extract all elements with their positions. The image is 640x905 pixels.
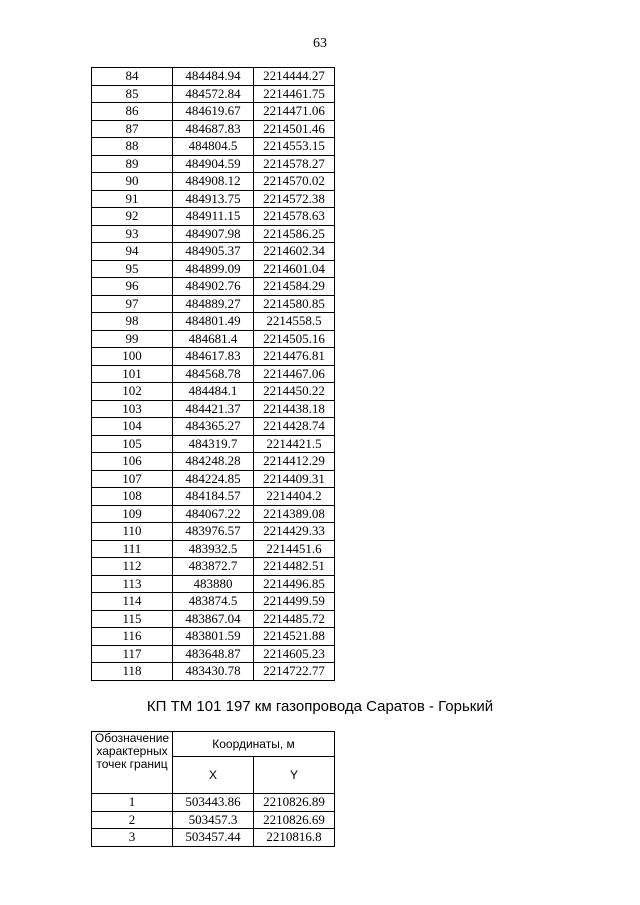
point-number-cell: 86 xyxy=(92,103,173,121)
y-coordinate-cell: 2214605.23 xyxy=(254,645,335,663)
section-title: КП ТМ 101 197 км газопровода Саратов - Горький xyxy=(146,698,494,715)
point-number-cell: 96 xyxy=(92,278,173,296)
point-number-cell: 91 xyxy=(92,190,173,208)
y-coordinate-cell: 2214586.25 xyxy=(254,225,335,243)
x-coordinate-cell: 484248.28 xyxy=(173,453,254,471)
table-row xyxy=(92,829,335,847)
coordinates-header: Координаты, м xyxy=(173,732,335,757)
x-coordinate-cell: 483430.78 xyxy=(173,663,254,681)
table-row xyxy=(92,295,335,313)
y-coordinate-cell: 2214404.2 xyxy=(254,488,335,506)
x-coordinate-cell: 484224.85 xyxy=(173,470,254,488)
x-coordinate-cell: 484617.83 xyxy=(173,348,254,366)
table-row xyxy=(92,453,335,471)
x-coordinate-cell: 484905.37 xyxy=(173,243,254,261)
x-header: X xyxy=(173,757,254,794)
y-coordinate-cell: 2214485.72 xyxy=(254,610,335,628)
point-number-cell: 94 xyxy=(92,243,173,261)
y-coordinate-cell: 2214602.34 xyxy=(254,243,335,261)
y-coordinate-cell: 2214521.88 xyxy=(254,628,335,646)
page-number: 63 xyxy=(313,36,327,51)
y-coordinate-cell: 2214570.02 xyxy=(254,173,335,191)
coordinates-table-body xyxy=(92,68,335,681)
table-row xyxy=(92,663,335,681)
table-row xyxy=(92,794,335,812)
x-coordinate-cell: 483976.57 xyxy=(173,523,254,541)
point-number-cell: 110 xyxy=(92,523,173,541)
point-number-cell: 95 xyxy=(92,260,173,278)
point-number-cell: 117 xyxy=(92,645,173,663)
table-row xyxy=(92,313,335,331)
table-row xyxy=(92,138,335,156)
table-row xyxy=(92,225,335,243)
table-row xyxy=(92,190,335,208)
x-coordinate-cell: 484572.84 xyxy=(173,85,254,103)
y-coordinate-cell: 2214429.33 xyxy=(254,523,335,541)
x-coordinate-cell: 484484.1 xyxy=(173,383,254,401)
coordinates-table-2 xyxy=(91,731,335,847)
y-coordinate-cell: 2214584.29 xyxy=(254,278,335,296)
point-number-cell: 107 xyxy=(92,470,173,488)
y-coordinate-cell: 2214476.81 xyxy=(254,348,335,366)
point-number-cell: 3 xyxy=(92,829,173,847)
x-coordinate-cell: 484568.78 xyxy=(173,365,254,383)
point-number-cell: 102 xyxy=(92,383,173,401)
table-row xyxy=(92,120,335,138)
x-coordinate-cell: 484681.4 xyxy=(173,330,254,348)
y-coordinate-cell: 2214467.06 xyxy=(254,365,335,383)
point-number-cell: 116 xyxy=(92,628,173,646)
y-coordinate-cell: 2214421.5 xyxy=(254,435,335,453)
x-coordinate-cell: 483880 xyxy=(173,575,254,593)
x-coordinate-cell: 483801.59 xyxy=(173,628,254,646)
table-row xyxy=(92,243,335,261)
x-coordinate-cell: 483648.87 xyxy=(173,645,254,663)
y-coordinate-cell: 2214580.85 xyxy=(254,295,335,313)
point-number-cell: 113 xyxy=(92,575,173,593)
point-number-cell: 1 xyxy=(92,794,173,812)
table-row xyxy=(92,208,335,226)
table-row xyxy=(92,811,335,829)
x-coordinate-cell: 484913.75 xyxy=(173,190,254,208)
point-number-cell: 99 xyxy=(92,330,173,348)
y-coordinate-cell: 2214409.31 xyxy=(254,470,335,488)
y-coordinate-cell: 2214499.59 xyxy=(254,593,335,611)
point-number-cell: 85 xyxy=(92,85,173,103)
y-coordinate-cell: 2214558.5 xyxy=(254,313,335,331)
x-coordinate-cell: 484687.83 xyxy=(173,120,254,138)
point-number-cell: 101 xyxy=(92,365,173,383)
table-row xyxy=(92,470,335,488)
y-coordinate-cell: 2214501.46 xyxy=(254,120,335,138)
y-coordinate-cell: 2214553.15 xyxy=(254,138,335,156)
y-coordinate-cell: 2214482.51 xyxy=(254,558,335,576)
y-coordinate-cell: 2214412.29 xyxy=(254,453,335,471)
y-coordinate-cell: 2214451.6 xyxy=(254,540,335,558)
table-row xyxy=(92,610,335,628)
table-row xyxy=(92,628,335,646)
point-number-cell: 109 xyxy=(92,505,173,523)
table-row xyxy=(92,575,335,593)
table-row xyxy=(92,540,335,558)
coordinates-table-2-body xyxy=(92,794,335,847)
table-row xyxy=(92,348,335,366)
point-number-cell: 118 xyxy=(92,663,173,681)
y-coordinate-cell: 2214471.06 xyxy=(254,103,335,121)
table-row xyxy=(92,365,335,383)
x-coordinate-cell: 484319.7 xyxy=(173,435,254,453)
x-coordinate-cell: 483932.5 xyxy=(173,540,254,558)
point-number-cell: 104 xyxy=(92,418,173,436)
x-coordinate-cell: 484889.27 xyxy=(173,295,254,313)
x-coordinate-cell: 503457.44 xyxy=(173,829,254,847)
point-number-cell: 114 xyxy=(92,593,173,611)
point-number-cell: 87 xyxy=(92,120,173,138)
point-number-cell: 97 xyxy=(92,295,173,313)
point-number-cell: 105 xyxy=(92,435,173,453)
point-number-cell: 2 xyxy=(92,811,173,829)
x-coordinate-cell: 484365.27 xyxy=(173,418,254,436)
y-coordinate-cell: 2214578.27 xyxy=(254,155,335,173)
point-number-cell: 115 xyxy=(92,610,173,628)
x-coordinate-cell: 484184.57 xyxy=(173,488,254,506)
point-number-cell: 103 xyxy=(92,400,173,418)
table-row xyxy=(92,418,335,436)
x-coordinate-cell: 503443.86 xyxy=(173,794,254,812)
table-row xyxy=(92,85,335,103)
y-coordinate-cell: 2214444.27 xyxy=(254,68,335,86)
table-row xyxy=(92,383,335,401)
point-label-header: Обозначение характерных точек границ xyxy=(92,732,173,794)
point-number-cell: 108 xyxy=(92,488,173,506)
y-coordinate-cell: 2210816.8 xyxy=(254,829,335,847)
table-row xyxy=(92,260,335,278)
x-coordinate-cell: 503457.3 xyxy=(173,811,254,829)
x-coordinate-cell: 483867.04 xyxy=(173,610,254,628)
point-number-cell: 111 xyxy=(92,540,173,558)
table-row xyxy=(92,505,335,523)
y-coordinate-cell: 2214450.22 xyxy=(254,383,335,401)
x-coordinate-cell: 484899.09 xyxy=(173,260,254,278)
y-header: Y xyxy=(254,757,335,794)
table-row xyxy=(92,68,335,86)
table-row xyxy=(92,173,335,191)
y-coordinate-cell: 2214601.04 xyxy=(254,260,335,278)
table-row xyxy=(92,593,335,611)
point-number-cell: 100 xyxy=(92,348,173,366)
table-row xyxy=(92,523,335,541)
table-row xyxy=(92,558,335,576)
point-number-cell: 84 xyxy=(92,68,173,86)
x-coordinate-cell: 484911.15 xyxy=(173,208,254,226)
y-coordinate-cell: 2214496.85 xyxy=(254,575,335,593)
y-coordinate-cell: 2214505.16 xyxy=(254,330,335,348)
point-number-cell: 112 xyxy=(92,558,173,576)
point-number-cell: 89 xyxy=(92,155,173,173)
x-coordinate-cell: 484804.5 xyxy=(173,138,254,156)
y-coordinate-cell: 2214572.38 xyxy=(254,190,335,208)
y-coordinate-cell: 2210826.89 xyxy=(254,794,335,812)
point-number-cell: 93 xyxy=(92,225,173,243)
table-row xyxy=(92,488,335,506)
table-row xyxy=(92,330,335,348)
point-number-cell: 88 xyxy=(92,138,173,156)
y-coordinate-cell: 2214578.63 xyxy=(254,208,335,226)
x-coordinate-cell: 484907.98 xyxy=(173,225,254,243)
x-coordinate-cell: 483872.7 xyxy=(173,558,254,576)
x-coordinate-cell: 484908.12 xyxy=(173,173,254,191)
x-coordinate-cell: 484801.49 xyxy=(173,313,254,331)
x-coordinate-cell: 484484.94 xyxy=(173,68,254,86)
point-number-cell: 90 xyxy=(92,173,173,191)
table-row xyxy=(92,278,335,296)
point-number-cell: 92 xyxy=(92,208,173,226)
y-coordinate-cell: 2214428.74 xyxy=(254,418,335,436)
y-coordinate-cell: 2214722.77 xyxy=(254,663,335,681)
x-coordinate-cell: 484067.22 xyxy=(173,505,254,523)
x-coordinate-cell: 484421.37 xyxy=(173,400,254,418)
table-row xyxy=(92,155,335,173)
y-coordinate-cell: 2214438.18 xyxy=(254,400,335,418)
x-coordinate-cell: 483874.5 xyxy=(173,593,254,611)
table-row xyxy=(92,103,335,121)
coordinates-table xyxy=(91,67,335,681)
table-row xyxy=(92,400,335,418)
x-coordinate-cell: 484904.59 xyxy=(173,155,254,173)
table-row xyxy=(92,645,335,663)
point-number-cell: 98 xyxy=(92,313,173,331)
y-coordinate-cell: 2210826.69 xyxy=(254,811,335,829)
x-coordinate-cell: 484902.76 xyxy=(173,278,254,296)
point-number-cell: 106 xyxy=(92,453,173,471)
y-coordinate-cell: 2214461.75 xyxy=(254,85,335,103)
table-row xyxy=(92,435,335,453)
y-coordinate-cell: 2214389.08 xyxy=(254,505,335,523)
x-coordinate-cell: 484619.67 xyxy=(173,103,254,121)
